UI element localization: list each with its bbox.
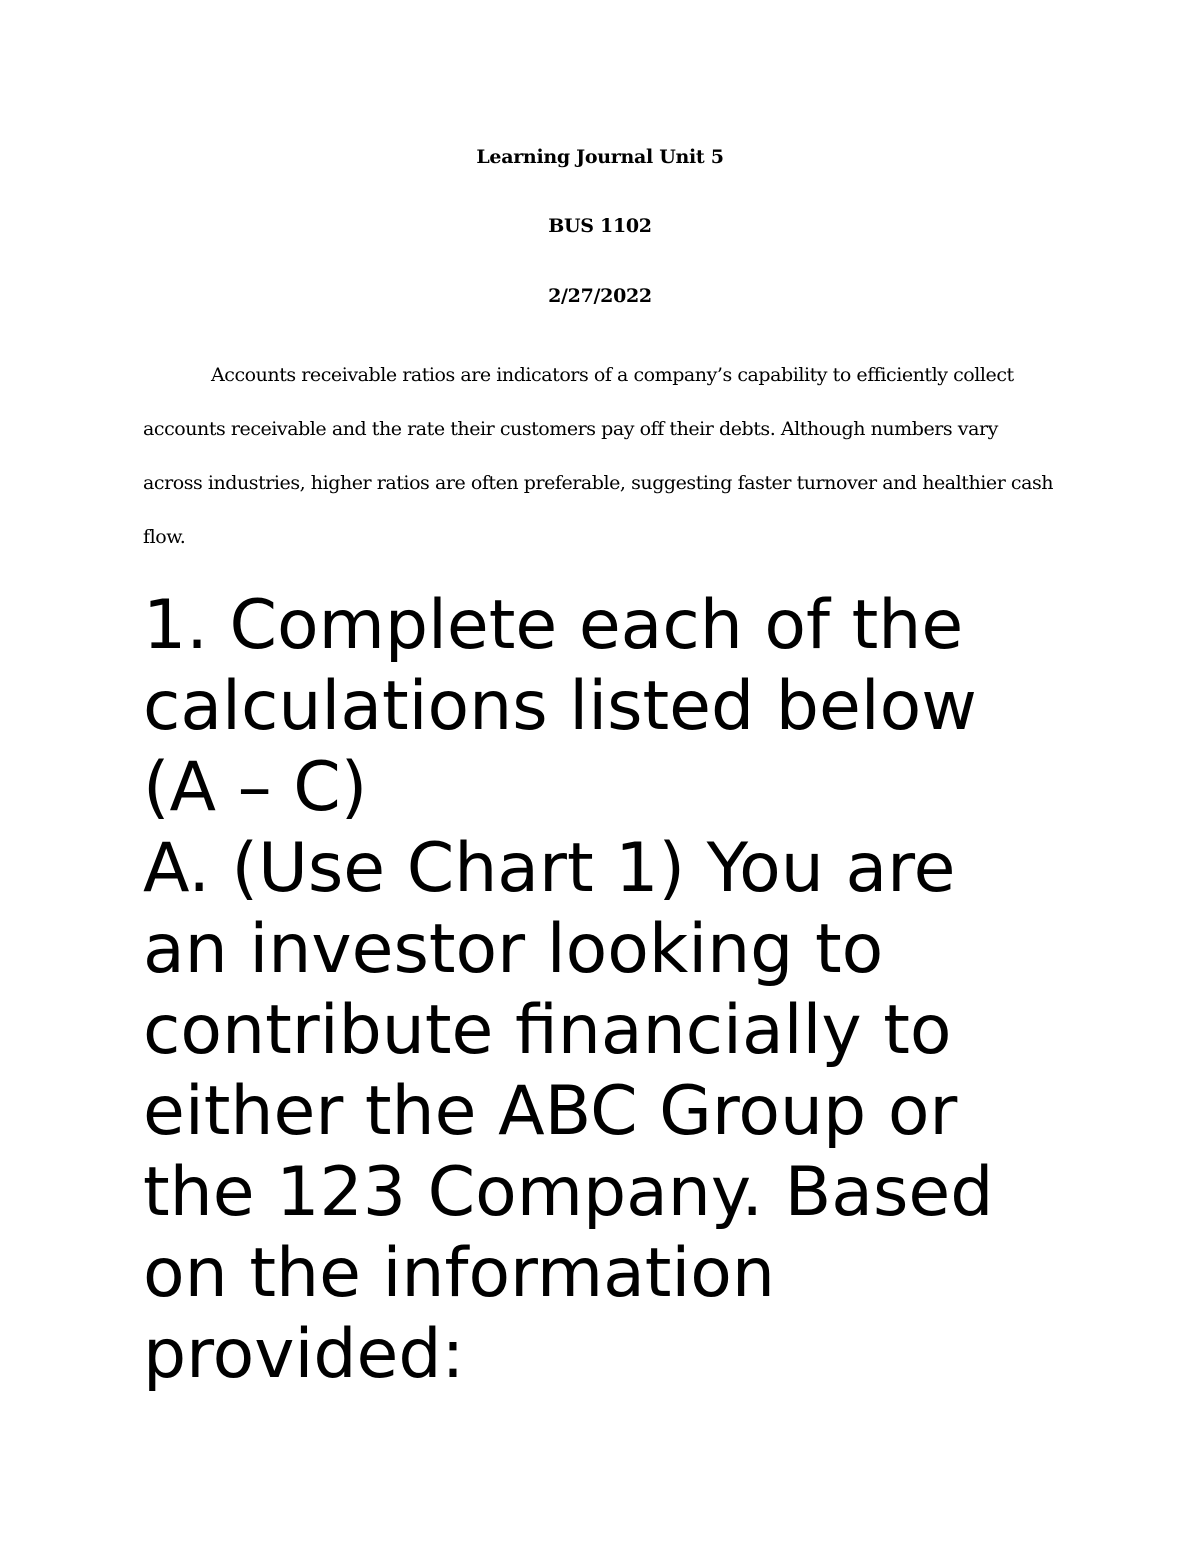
course-code: BUS 1102 (548, 215, 652, 237)
question-line: either the ABC Group or (143, 1072, 958, 1151)
question-line: 1. Complete each of the (143, 586, 964, 665)
question-line: contribute financially to (143, 991, 952, 1070)
intro-paragraph: Accounts receivable ratios are indicators of a company’s capability to efficiently collect accounts receivable and the rate their customers pay off their debts. Although numbers vary across industries, higher ratios are often preferable, suggesting faster turnover and healthier cash flow. (143, 364, 1054, 548)
question-line: (A – C) (143, 748, 368, 827)
question-heading (143, 585, 1153, 1395)
document-title: Learning Journal Unit 5 (476, 146, 724, 168)
question-line: the 123 Company. Based (143, 1153, 994, 1232)
document-date: 2/27/2022 (548, 285, 652, 307)
question-line: provided: (143, 1315, 465, 1394)
question-line: A. (Use Chart 1) You are (143, 829, 956, 908)
question-line: calculations listed below (143, 667, 977, 746)
question-line: on the information (143, 1234, 775, 1313)
question-line: an investor looking to (143, 910, 884, 989)
